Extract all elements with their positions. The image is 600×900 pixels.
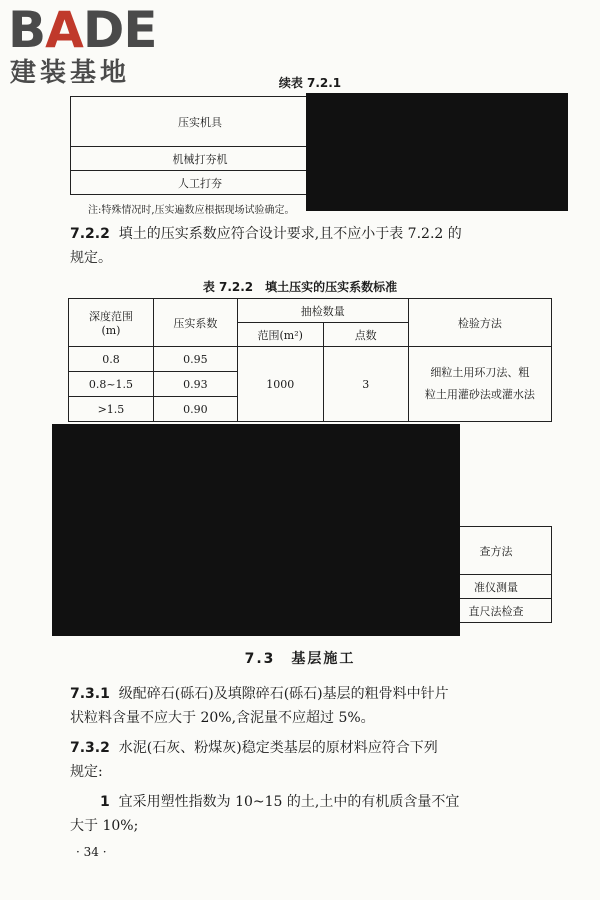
table-cell: >1.5 [69, 397, 154, 422]
table-721 [70, 96, 330, 195]
table-722 [68, 298, 552, 422]
clause-732: 7.3.2 水泥(石灰、粉煤灰)稳定类基层的原材料应符合下列 规定: [70, 740, 438, 780]
table-hidden-row: 直尺法检查 [441, 599, 552, 623]
logo-wordmark: BADE [8, 1, 157, 59]
redaction-block [52, 424, 460, 636]
header-range: 范围(m²) [237, 323, 323, 347]
table-cell: 0.8~1.5 [69, 372, 154, 397]
item-number: 1 [100, 794, 110, 810]
clause-number: 7.3.2 [70, 740, 110, 756]
table-721-row: 机械打夯机 [71, 147, 330, 171]
table-hidden-header: 查方法 [441, 527, 552, 575]
table-cell: 0.95 [153, 347, 237, 372]
header-coefficient: 压实系数 [153, 299, 237, 347]
table-cell: 0.90 [153, 397, 237, 422]
method-cell: 细粒土用环刀法、粗 粒土用灌砂法或灌水法 [408, 347, 551, 422]
clause-722: 7.2.2 填土的压实系数应符合设计要求,且不应小于表 7.2.2 的 规定。 [70, 226, 462, 266]
logo-subtitle: 建装基地 [10, 58, 131, 88]
list-item-1: 1 宜采用塑性指数为 10~15 的土,土中的有机质含量不宜 大于 10%; [70, 794, 460, 834]
brand-logo [8, 2, 178, 90]
range-value: 1000 [237, 347, 323, 422]
table-721-row: 人工打夯 [71, 171, 330, 195]
clause-number: 7.3.1 [70, 686, 110, 702]
table-cell: 0.93 [153, 372, 237, 397]
section-title: 7.3 基层施工 [244, 651, 356, 667]
table-721-header: 压实机具 [71, 97, 330, 147]
redaction-block [306, 93, 568, 211]
header-sampling: 抽检数量 [237, 299, 408, 323]
table-722-caption: 表 7.2.2 填土压实的压实系数标准 [202, 280, 398, 294]
table-721-caption: 续表 7.2.1 [278, 76, 342, 90]
page-number: · 34 · [76, 845, 107, 859]
table-721-note: 注:特殊情况时,压实遍数应根据现场试验确定。 [88, 205, 295, 216]
clause-731: 7.3.1 级配碎石(砾石)及填隙碎石(砾石)基层的粗骨料中针片 状粒料含量不应大于 20%,含泥量不应超过 5%。 [70, 686, 449, 726]
clause-number: 7.2.2 [70, 226, 110, 242]
points-value: 3 [323, 347, 408, 422]
header-method: 检验方法 [408, 299, 551, 347]
table-hidden-row: 准仪测量 [441, 575, 552, 599]
header-points: 点数 [323, 323, 408, 347]
table-cell: 0.8 [69, 347, 154, 372]
header-depth: 深度范围 (m) [69, 299, 154, 347]
